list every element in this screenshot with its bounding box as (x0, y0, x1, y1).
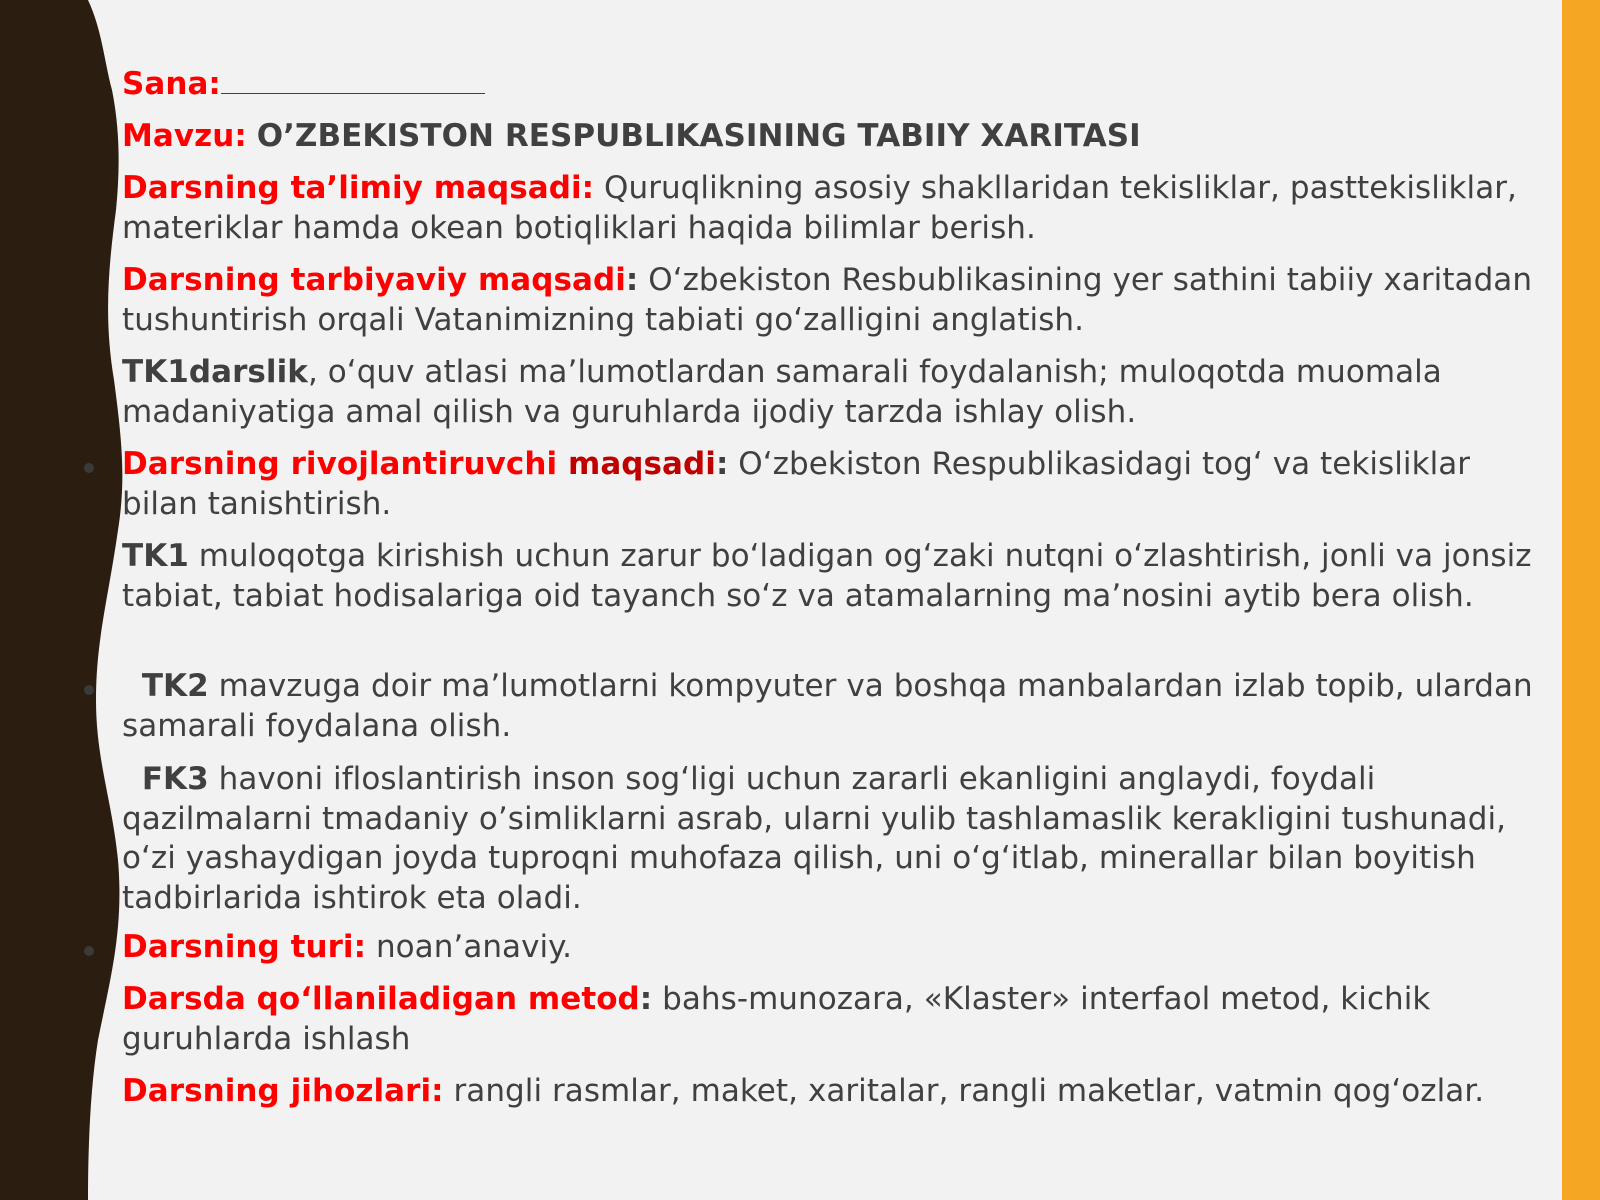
fk3-competence (122, 760, 1552, 918)
educational-goal-label: Darsning ta’limiy maqsadi: (122, 170, 595, 206)
lesson-method-colon: : (639, 981, 653, 1017)
fk3-label: FK3 (141, 761, 209, 797)
developmental-goal-label: Darsning rivojlantiruvchi (122, 446, 568, 482)
developmental-goal (122, 445, 1552, 524)
lesson-type (122, 928, 1552, 968)
lesson-type-label: Darsning turi: (122, 929, 367, 965)
bullet-dot (84, 463, 94, 473)
tk1-competence (122, 537, 1552, 616)
lesson-method (122, 980, 1552, 1059)
tk1-label: TK1 (122, 538, 189, 574)
tk1-textbook (122, 353, 1552, 432)
lesson-equipment-text: rangli rasmlar, maket, xaritalar, rangli maketlar, vatmin qog‘ozlar. (443, 1073, 1485, 1109)
lesson-equipment-label: Darsning jihozlari: (122, 1073, 444, 1109)
date-line (122, 65, 1552, 105)
educational-goal (122, 169, 1552, 248)
upbringing-goal-colon: : (625, 262, 639, 298)
developmental-goal-colon: : (715, 446, 729, 482)
fk3-text: havoni ifloslantirish inson sog‘ligi uchun zararli ekanligini anglaydi, foydali qazilmalarni tmadaniy o’simliklarni asrab, ularni yulib tashlamaslik kerakligini tushunadi, o‘zi yashaydigan joyda tuproqni muhofaza qilish, uni o‘g‘itlab, minerallar bilan boyitish tadbirlarida ishtirok eta oladi. (122, 761, 1507, 916)
tk2-competence (122, 667, 1552, 746)
developmental-goal-text: O‘zbekiston Respublikasidagi tog‘ va tekisliklar bilan tanishtirish. (122, 446, 1471, 522)
upbringing-goal-text: O‘zbekiston Resbublikasining yer sathini tabiiy xaritadan tushuntirish orqali Vatanimizning tabiati go‘zalligini anglatish. (122, 262, 1533, 338)
topic-label: Mavzu: (122, 118, 247, 154)
lesson-equipment (122, 1072, 1552, 1112)
developmental-goal-label-2: maqsadi (567, 446, 716, 482)
lesson-type-text: noan’anaviy. (366, 929, 573, 965)
tk1-textbook-text: , o‘quv atlasi ma’lumotlardan samarali foydalanish; muloqotda muomala madaniyatiga amal qilish va guruhlarda ijodiy tarzda ishlay olish. (122, 354, 1442, 430)
tk2-label: TK2 (141, 668, 209, 704)
tk2-text: mavzuga doir ma’lumotlarni kompyuter va boshqa manbalardan izlab topib, ulardan samarali foydalana olish. (122, 668, 1533, 744)
upbringing-goal (122, 261, 1552, 340)
topic-title: O’ZBEKISTON RESPUBLIKASINING TABIIY XARITASI (256, 118, 1141, 154)
educational-goal-text: Quruqlikning asosiy shakllaridan tekisliklar, pasttekisliklar, materiklar hamda okean botiqliklari haqida bilimlar berish. (122, 170, 1517, 246)
bullet-dot (84, 946, 94, 956)
tk1-text: muloqotga kirishish uchun zarur bo‘ladigan og‘zaki nutqni o‘zlashtirish, jonli va jonsiz tabiat, tabiat hodisalariga oid tayanch so‘z va atamalarning ma’nosini aytib bera olish. (122, 538, 1532, 614)
date-blank-field (221, 67, 485, 94)
tk1-textbook-label: TK1darslik (122, 354, 308, 390)
lesson-method-label: Darsda qo‘llaniladigan metod (122, 981, 640, 1017)
date-label: Sana: (122, 66, 221, 102)
bullet-dot (84, 685, 94, 695)
topic-line (122, 117, 1552, 157)
lesson-method-text: bahs-munozara, «Klaster» interfaol metod, kichik guruhlarda ishlash (122, 981, 1431, 1057)
upbringing-goal-label: Darsning tarbiyaviy maqsadi (122, 262, 626, 298)
